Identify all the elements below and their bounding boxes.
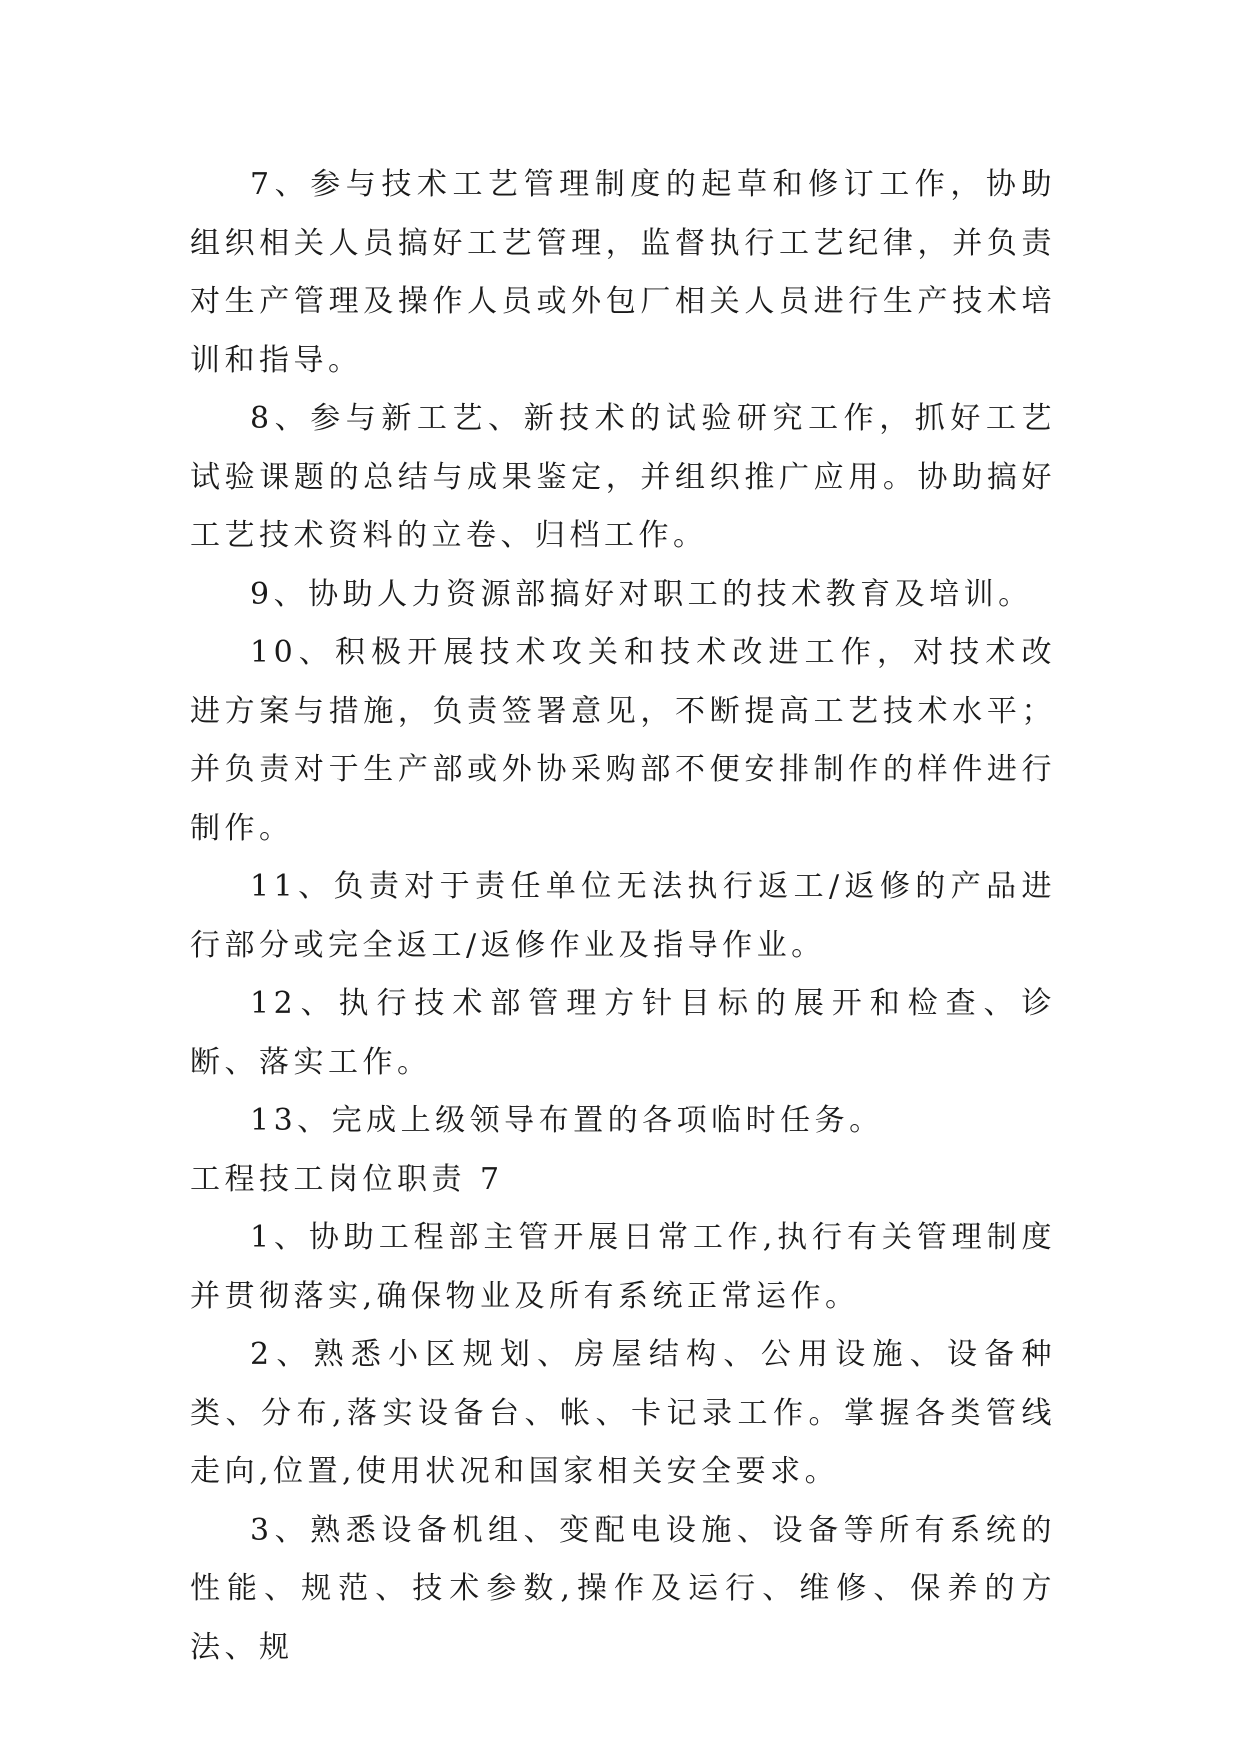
- paragraph-item-3: 3、熟悉设备机组、变配电设施、设备等所有系统的性能、规范、技术参数,操作及运行、维修、保养的方法、规: [190, 1512, 1056, 1665]
- paragraph-item-8: 8、参与新工艺、新技术的试验研究工作，抓好工艺试验课题的总结与成果鉴定，并组织推广应用。协助搞好工艺技术资料的立卷、归档工作。: [190, 401, 1056, 553]
- paragraph-item-13: 13、完成上级领导布置的各项临时任务。: [250, 1103, 884, 1138]
- section-heading: 工程技工岗位职责 7: [190, 1161, 504, 1197]
- paragraph-item-10: 10、积极开展技术攻关和技术改进工作，对技术改进方案与措施，负责签署意见，不断提高工艺技术水平；并负责对于生产部或外协采购部不便安排制作的样件进行制作。: [190, 635, 1056, 846]
- document-body: [190, 156, 1056, 1677]
- paragraph-item-2: 2、熟悉小区规划、房屋结构、公用设施、设备种类、分布,落实设备台、帐、卡记录工作。掌握各类管线走向,位置,使用状况和国家相关安全要求。: [190, 1337, 1056, 1489]
- paragraph-item-1: 1、协助工程部主管开展日常工作,执行有关管理制度并贯彻落实,确保物业及所有系统正常运作。: [190, 1220, 1056, 1314]
- paragraph-item-12: 12、执行技术部管理方针目标的展开和检查、诊断、落实工作。: [190, 986, 1056, 1080]
- paragraph-item-9: 9、协助人力资源部搞好对职工的技术教育及培训。: [250, 576, 1033, 612]
- paragraph-item-11: 11、负责对于责任单位无法执行返工/返修的产品进行部分或完全返工/返修作业及指导作业。: [190, 869, 1056, 963]
- paragraph-item-7: 7、参与技术工艺管理制度的起草和修订工作，协助组织相关人员搞好工艺管理，监督执行工艺纪律，并负责对生产管理及操作人员或外包厂相关人员进行生产技术培训和指导。: [190, 167, 1056, 378]
